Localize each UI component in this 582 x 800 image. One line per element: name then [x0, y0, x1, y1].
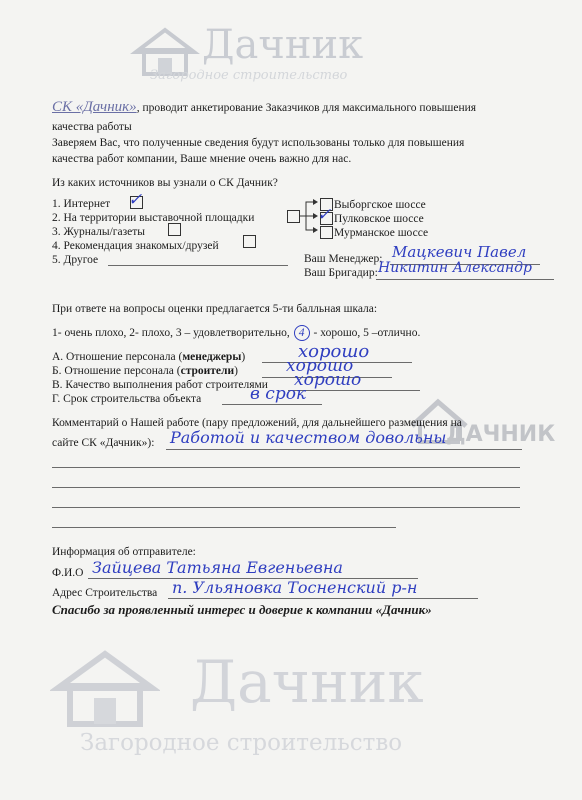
- rating-item-deadline: Г. Срок строительства объекта: [52, 393, 202, 405]
- tagline-watermark-large: Загородное строительство: [80, 730, 403, 756]
- rating-intro: При ответе на вопросы оценки предлагается 5-ти балльная шкала:: [52, 303, 378, 315]
- comment-line-c: [52, 507, 520, 508]
- bottom-watermark: [40, 648, 540, 768]
- foreman-value: Никитин Александр: [378, 260, 532, 276]
- rating-answer-managers: хорошо: [298, 341, 370, 362]
- sources-question: Из каких источников вы узнали о СК Дачник?: [52, 177, 278, 189]
- site-pulkovskoe: Пулковское шоссе: [334, 213, 424, 225]
- rating-line-deadline: [222, 404, 322, 405]
- comment-answer-line: [166, 449, 522, 450]
- other-line: [108, 265, 288, 266]
- source-option-other: 5. Другое: [52, 254, 99, 266]
- top-watermark: [120, 18, 420, 88]
- checkbox-murmanskoe[interactable]: [320, 226, 333, 239]
- source-option-press: 3. Журналы/газеты: [52, 226, 145, 238]
- rating-item-quality: В. Качество выполнения работ строителями: [52, 379, 268, 391]
- address-value: п. Ульяновка Тосненский р-н: [172, 578, 418, 597]
- comment-line-1: Комментарий о Нашей работе (пару предложений, для дальнейшего размещения на: [52, 417, 462, 429]
- checkbox-press[interactable]: [168, 223, 181, 236]
- intro-line-3: Заверяем Вас, что полученные сведения будут использованы только для повышения: [52, 137, 465, 149]
- foreman-line: [376, 279, 554, 280]
- site-vyborgskoe: Выборгское шоссе: [334, 199, 426, 211]
- rating-answer-quality: хорошо: [294, 370, 362, 390]
- rating-answer-deadline: в срок: [250, 384, 307, 404]
- comment-answer: Работой и качеством довольны: [170, 428, 447, 447]
- comment-line-d: [52, 527, 396, 528]
- comment-line-b: [52, 487, 520, 488]
- intro-line-2: качества работы: [52, 121, 132, 133]
- company-name: СК «Дачник»: [52, 99, 137, 115]
- side-watermark-text: ДАЧНИК: [446, 422, 556, 447]
- checkbox-recommendation[interactable]: [243, 235, 256, 248]
- rating-answer-builders: хорошо: [286, 356, 354, 376]
- check-mark-pulkovskoe: ✓: [317, 205, 332, 225]
- site-murmanskoe: Мурманское шоссе: [334, 227, 429, 239]
- address-label: Адрес Строительства: [52, 587, 158, 599]
- rating-item-builders: Б. Отношение персонала (строители): [52, 365, 238, 377]
- address-line: [168, 598, 478, 599]
- rating-item-managers: А. Отношение персонала (менеджеры): [52, 351, 246, 363]
- house-logo-large-icon: [50, 648, 160, 728]
- intro-line-4: качества работ компании, Ваше мнение очень важно для нас.: [52, 153, 352, 165]
- circled-grade: 4: [294, 325, 310, 341]
- check-mark-internet: ✓: [128, 190, 143, 210]
- manager-value: Мацкевич Павел: [392, 243, 527, 261]
- source-option-recommendation: 4. Рекомендация знакомых/друзей: [52, 240, 219, 252]
- brand-watermark-large: Дачник: [190, 648, 424, 716]
- rating-line-quality: [288, 390, 420, 391]
- sender-title: Информация об отправителе:: [52, 546, 196, 558]
- source-option-exhibition: 2. На территории выставочной площадки: [52, 212, 255, 224]
- source-option-internet: 1. Интернет: [52, 198, 111, 210]
- foreman-label: Ваш Бригадир:: [304, 267, 378, 279]
- brand-watermark: Дачник: [202, 22, 364, 68]
- manager-label: Ваш Менеджер:: [304, 253, 383, 265]
- intro-line-1: СК «Дачник», проводит анкетирование Заказчиков для максимального повышения: [52, 99, 477, 115]
- comment-line-2: сайте СК «Дачник»):: [52, 437, 155, 449]
- rating-scale: 1- очень плохо, 2- плохо, 3 – удовлетворительно, 4 - хорошо, 5 –отлично.: [52, 327, 421, 339]
- comment-line-a: [52, 467, 520, 468]
- tagline-watermark: Загородное строительство: [150, 68, 348, 83]
- fio-value: Зайцева Татьяна Евгеньевна: [92, 558, 343, 577]
- fio-label: Ф.И.О: [52, 567, 84, 579]
- thanks-text: Спасибо за проявленный интерес и доверие к компании «Дачник»: [52, 602, 432, 617]
